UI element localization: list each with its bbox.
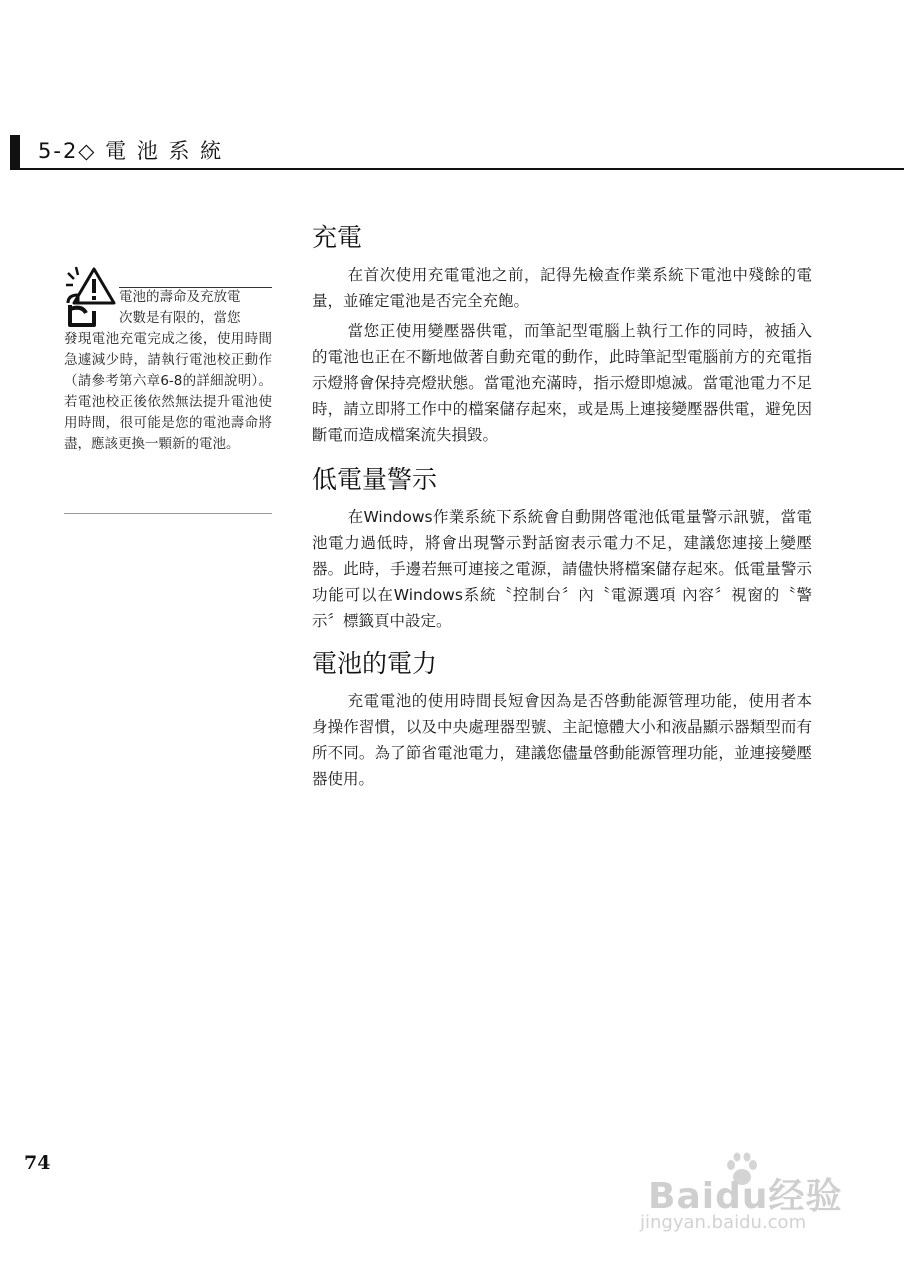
header-bar	[10, 135, 20, 169]
section-title-charging: 充電	[312, 223, 363, 252]
paragraph: 當您正使用變壓器供電，而筆記型電腦上執行工作的同時，被插入的電池也正在不斷地做著自動充電的動作，此時筆記型電腦前方的充電指示燈將會保持亮燈狀態。當電池充滿時，指示燈即熄滅。當電池電力不足時，請立即將工作中的檔案儲存起來，或是馬上連接變壓器供電，避免因斷電而造成檔案流失損毀。	[312, 322, 812, 444]
watermark-brand: Baidu经验	[648, 1176, 843, 1217]
paragraph: 在首次使用充電電池之前，記得先檢查作業系統下電池中殘餘的電量，並確定電池是否完全充飽。	[312, 266, 812, 310]
main-content	[312, 220, 812, 796]
watermark-url: jingyan.baidu.com	[640, 1212, 807, 1233]
section-title-low-battery: 低電量警示	[312, 465, 438, 494]
side-note	[64, 265, 272, 455]
section-battery-power	[312, 646, 812, 792]
section-low-battery-warning	[312, 462, 812, 634]
page-number: 74	[24, 1152, 51, 1174]
section-charging	[312, 220, 812, 448]
section-title-battery-power: 電池的電力	[312, 649, 438, 678]
paragraph: 充電電池的使用時間長短會因為是否啓動能源管理功能，使用者本身操作習慣，以及中央處理器型號、主記憶體大小和液晶顯示器類型而有所不同。為了節省電池電力，建議您儘量啓動能源管理功能，並連接變壓器使用。	[312, 692, 812, 788]
side-note-line-1: 電池的壽命及充放電	[64, 265, 272, 308]
side-note-body: 發現電池充電完成之後，使用時間急遽減少時，請執行電池校正動作（請參考第六章6-8的詳細說明）。若電池校正後依然無法提升電池使用時間，很可能是您的電池壽命將盡，應該更換一顆新的電池。	[64, 331, 272, 452]
paragraph: 在Windows作業系統下系統會自動開啓電池低電量警示訊號，當電池電力過低時，將會出現警示對話窗表示電力不足，建議您連接上變壓器。此時，手邊若無可連接之電源，請儘快將檔案儲存起來。低電量警示功能可以在Windows系統〝控制台〞內〝電源選項 內容〞視窗的〝警示〞標籤頁中設定。	[312, 508, 812, 630]
side-note-line-2: 次數是有限的，當您	[119, 310, 241, 326]
side-note-text	[64, 265, 272, 455]
header-rule	[10, 168, 904, 170]
baidu-watermark	[640, 1150, 860, 1240]
side-note-rule	[64, 513, 272, 514]
chapter-header: 5-2◇ 電 池 系 統	[38, 139, 224, 163]
